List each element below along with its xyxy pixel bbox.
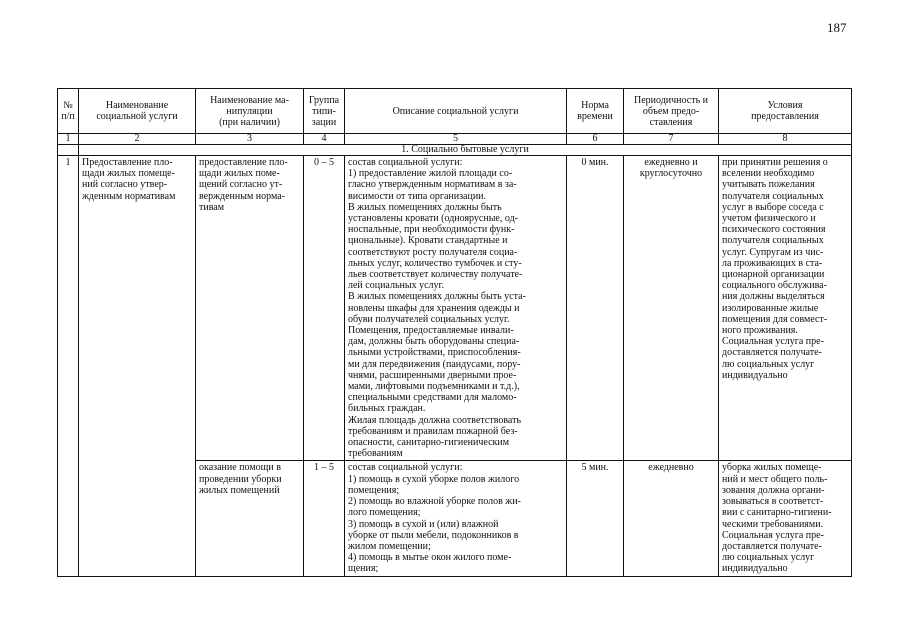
header-row [58,89,852,134]
periodicity: ежедневно [624,461,719,576]
column-number: 2 [79,134,196,145]
column-number: 1 [58,134,79,145]
service-description: состав социальной услуги: 1) предоставление жилой площади со- гласно утвержденным нормативам в за- висимости от типа организации. В жилых помещениях должны быть установлены кровати (одноярусные, од- носпальные, при необходимости функ- циональные). Кровати стандартные и соответствуют росту получателя социа- льных услуг, количество тумбочек и сту- льев соответствует количеству получате- лей социальных услуг. В жилых помещениях должны быть уста- новлены шкафы для хранения одежды и обуви получателей социальных услуг. Помещения, предоставляемые инвали- дам, должны быть оборудованы специа- льными устройствами, приспособления- ми для передвижения (пандусами, пору- чнями, расширенными дверными прое- мами, лифтовыми подъемниками и т.д.), специальными средствами для маломо- бильных граждан. Жилая площадь должна соответствовать требованиям и правилам пожарной без- опасности, санитарно-гигиеническим требованиям [345,156,567,461]
provision-conditions: уборка жилых помеще- ний и мест общего поль- зования должна органи- зовываться в соответст- вии с санитарно-гигиени- ческими требованиями. Социальная услуга пре- доставляется получате- лю социальных услуг индивидуально [719,461,852,576]
column-number: 8 [719,134,852,145]
time-norm: 5 мин. [567,461,624,576]
row-number: 1 [58,156,79,577]
typization-group: 1 – 5 [304,461,345,576]
time-norm: 0 мин. [567,156,624,461]
provision-conditions: при принятии решения о вселении необходимо учитывать пожелания получателя социальных услуг в выборе соседа с учетом физического и психического состояния получателя социальных услуг. Супругам из чис- ла проживающих в ста- ционарной организации социального обслужива- ния должны выделяться изолированные жилые помещения для совмест- ного проживания. Социальная услуга пре- доставляется получате- лю социальных услуг индивидуально [719,156,852,461]
page-number: 187 [827,20,847,35]
header-time-norm: Норма времени [567,89,624,134]
column-number-row [58,134,852,145]
section-title: 1. Социально бытовые услуги [79,145,852,156]
header-conditions: Условия предоставления [719,89,852,134]
service-name: Предоставление пло- щади жилых помеще- ний согласно утвер- жденным нормативам [79,156,196,577]
header-number: № п/п [58,89,79,134]
column-number: 4 [304,134,345,145]
header-description: Описание социальной услуги [345,89,567,134]
header-periodicity: Периодичность и объем предо- ставления [624,89,719,134]
table-row [58,156,852,461]
column-number: 6 [567,134,624,145]
services-table [57,88,852,577]
column-number: 5 [345,134,567,145]
header-service-name: Наименование социальной услуги [79,89,196,134]
periodicity: ежедневно и круглосуточно [624,156,719,461]
section-row [58,145,852,156]
header-manipulation-name: Наименование ма- нипуляции (при наличии) [196,89,304,134]
typization-group: 0 – 5 [304,156,345,461]
manipulation-name: оказание помощи в проведении уборки жилых помещений [196,461,304,576]
header-typization-group: Группа типи- зации [304,89,345,134]
column-number: 7 [624,134,719,145]
column-number: 3 [196,134,304,145]
manipulation-name: предоставление пло- щади жилых поме- щений согласно ут- вержденным норма- тивам [196,156,304,461]
service-description: состав социальной услуги: 1) помощь в сухой уборке полов жилого помещения; 2) помощь во влажной уборке полов жи- лого помещения; 3) помощь в сухой и (или) влажной уборке от пыли мебели, подоконников в жилом помещении; 4) помощь в мытье окон жилого поме- щения; [345,461,567,576]
